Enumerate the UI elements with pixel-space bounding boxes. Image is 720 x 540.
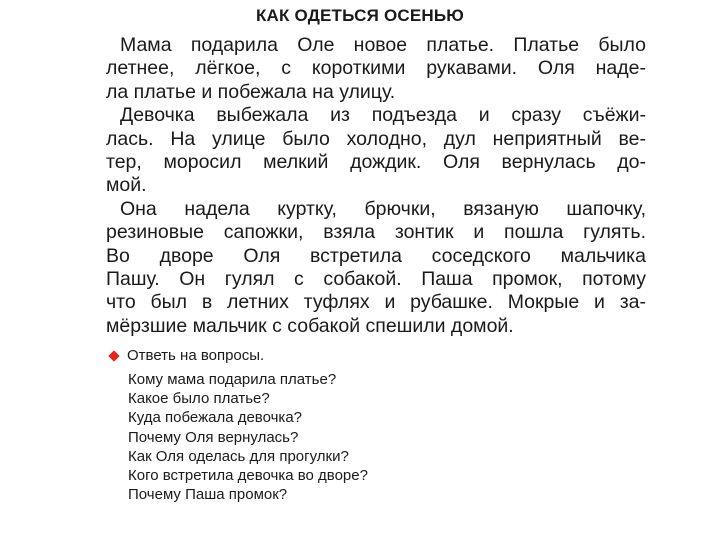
diamond-bullet-icon xyxy=(108,350,119,361)
story-line: Пашу. Он гулял с собакой. Паша промок, потому xyxy=(106,268,646,291)
questions-section xyxy=(106,346,526,504)
question-item: Куда побежала девочка? xyxy=(128,409,303,427)
story-line: ла платье и побежала на улицу. xyxy=(106,80,396,103)
story-text xyxy=(106,34,646,338)
question-item: Почему Оля вернулась? xyxy=(128,428,299,446)
question-item: Как Оля оделась для прогулки? xyxy=(128,447,349,465)
story-line: летнее, лёгкое, с короткими рукавами. Оля наде- xyxy=(106,57,646,80)
story-line: резиновые сапожки, взяла зонтик и пошла гулять. xyxy=(106,221,646,244)
story-line: лась. На улице было холодно, дул неприятный ве- xyxy=(106,127,646,150)
question-item: Какое было платье? xyxy=(128,390,270,408)
story-line: Во дворе Оля встретила соседского мальчика xyxy=(106,244,646,267)
story-line: тер, моросил мелкий дождик. Оля вернулась до- xyxy=(106,151,646,174)
questions-heading-row xyxy=(106,346,526,366)
story-line: Она надела куртку, брючки, вязаную шапочку, xyxy=(120,197,646,220)
story-line: мой. xyxy=(106,174,147,197)
question-item: Кому мама подарила платье? xyxy=(128,371,337,388)
questions-heading: Ответь на вопросы. xyxy=(127,347,265,364)
question-item: Почему Паша промок? xyxy=(128,486,288,504)
questions-list xyxy=(106,370,526,504)
story-line: Мама подарила Оле новое платье. Платье было xyxy=(120,34,646,56)
story-line: мёрзшие мальчик с собакой спешили домой. xyxy=(106,314,514,337)
story-line: Девочка выбежала из подъезда и сразу съёжи- xyxy=(120,104,646,127)
question-item: Кого встретила девочка во дворе? xyxy=(128,467,368,485)
story-line: что был в летних туфлях и рубашке. Мокрые и за- xyxy=(106,291,646,314)
page-title: КАК ОДЕТЬСЯ ОСЕНЬЮ xyxy=(255,6,465,25)
